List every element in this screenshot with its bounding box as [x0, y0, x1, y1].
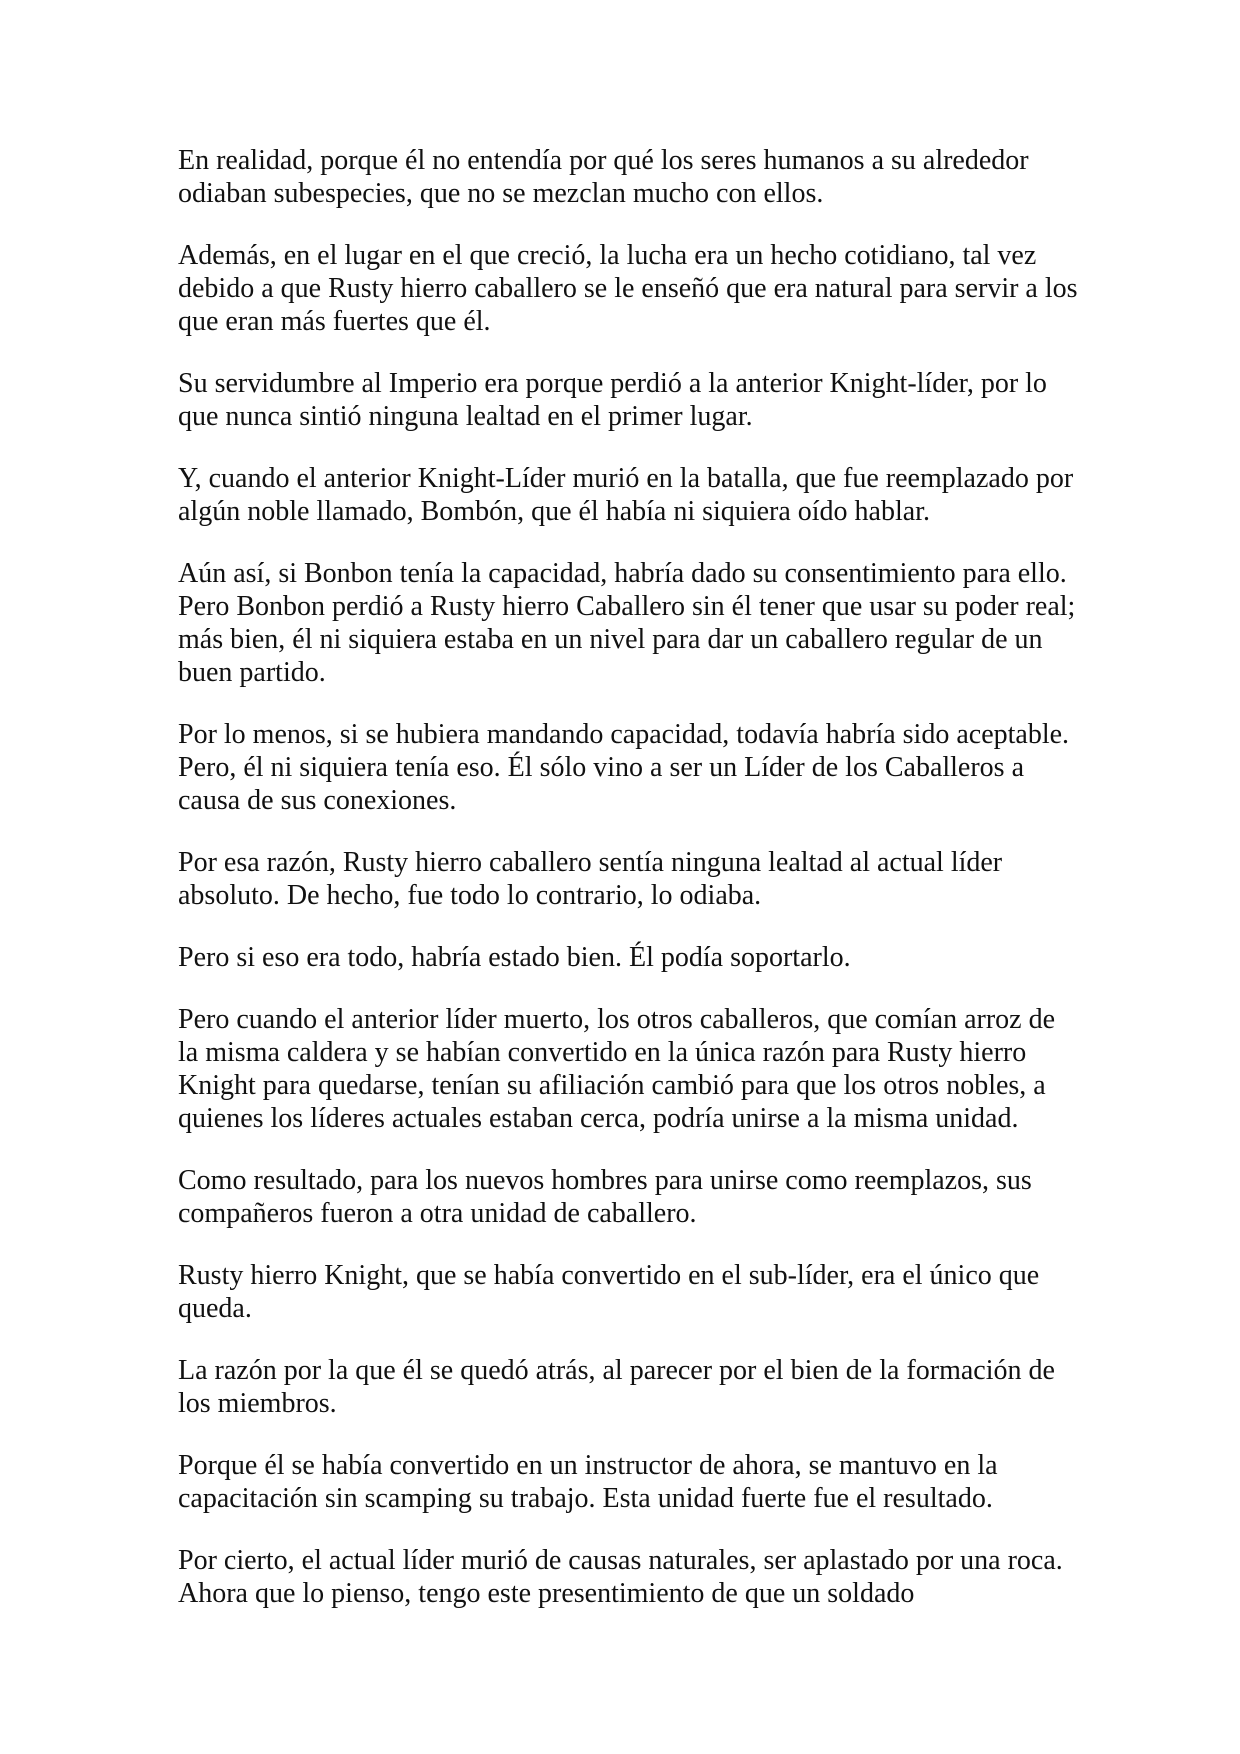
paragraph: Y, cuando el anterior Knight-Líder murió en la batalla, que fue reemplazado por algún noble llamado, Bombón, que él había ni siquiera oído hablar.	[178, 463, 1074, 527]
paragraph: Por lo menos, si se hubiera mandando capacidad, todavía habría sido aceptable. Pero, él ni siquiera tenía eso. Él sólo vino a ser un Líder de los Caballeros a causa de sus conexiones.	[178, 719, 1070, 816]
paragraph: Además, en el lugar en el que creció, la lucha era un hecho cotidiano, tal vez debido a que Rusty hierro caballero se le enseñó que era natural para servir a los que eran más fuertes que él.	[178, 240, 1078, 337]
paragraph: Por esa razón, Rusty hierro caballero sentía ninguna lealtad al actual líder absoluto. De hecho, fue todo lo contrario, lo odiaba.	[178, 847, 1003, 911]
paragraph: Pero si eso era todo, habría estado bien. Él podía soportarlo.	[178, 942, 851, 973]
paragraph: Porque él se había convertido en un instructor de ahora, se mantuvo en la capacitación sin scamping su trabajo. Esta unidad fuerte fue el resultado.	[178, 1450, 998, 1514]
paragraph: Pero cuando el anterior líder muerto, los otros caballeros, que comían arroz de la misma caldera y se habían convertido en la única razón para Rusty hierro Knight para quedarse, tenían su afiliación cambió para que los otros nobles, a quienes los líderes actuales estaban cerca, podría unirse a la misma unidad.	[178, 1004, 1056, 1134]
paragraph: Aún así, si Bonbon tenía la capacidad, habría dado su consentimiento para ello. Pero Bonbon perdió a Rusty hierro Caballero sin él tener que usar su poder real; más bien, él ni siquiera estaba en un nivel para dar un caballero regular de un buen partido.	[178, 558, 1076, 688]
paragraph: Rusty hierro Knight, que se había convertido en el sub-líder, era el único que queda.	[178, 1260, 1040, 1324]
paragraph: Por cierto, el actual líder murió de causas naturales, ser aplastado por una roca. Ahora que lo pienso, tengo este presentimiento de que un soldado	[178, 1545, 1063, 1609]
paragraph: Su servidumbre al Imperio era porque perdió a la anterior Knight-líder, por lo que nunca sintió ninguna lealtad en el primer lugar.	[178, 368, 1047, 432]
paragraph: En realidad, porque él no entendía por qué los seres humanos a su alrededor odiaban subespecies, que no se mezclan mucho con ellos.	[178, 145, 1029, 209]
paragraph: La razón por la que él se quedó atrás, al parecer por el bien de la formación de los miembros.	[178, 1355, 1055, 1419]
text-column	[178, 144, 1078, 1639]
paragraph: Como resultado, para los nuevos hombres para unirse como reemplazos, sus compañeros fueron a otra unidad de caballero.	[178, 1165, 1032, 1229]
